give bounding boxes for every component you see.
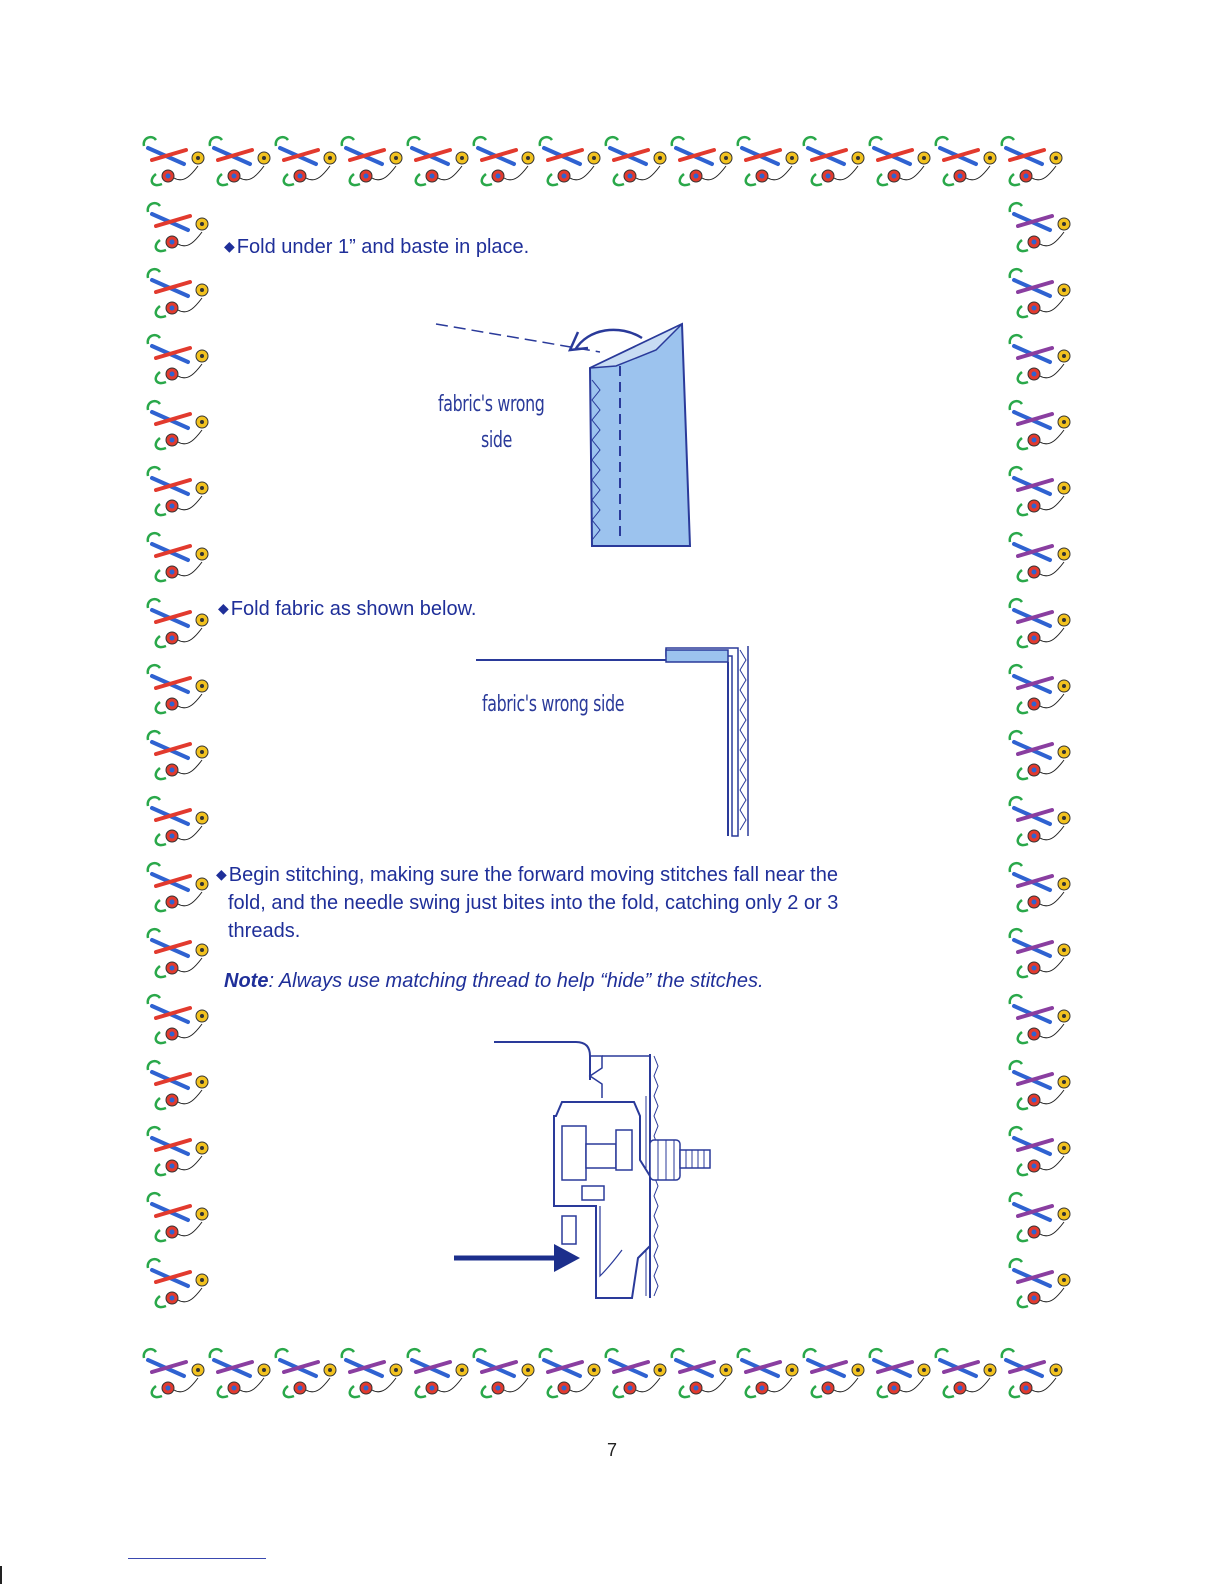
bullet-icon: ◆ bbox=[224, 238, 235, 254]
fabric-wrong-side-label-3 bbox=[482, 692, 624, 717]
scissors-and-spool-icon bbox=[672, 1349, 732, 1397]
fabric-wrong-side-label-2 bbox=[481, 428, 512, 453]
step-begin-stitching bbox=[216, 860, 838, 945]
step-text-line-2: fold, and the needle swing just bites into the fold, catching only 2 or 3 bbox=[228, 892, 839, 914]
step-text: Fold under 1” and baste in place. bbox=[236, 236, 530, 258]
step-text: Fold fabric as shown below. bbox=[230, 598, 477, 620]
scissors-and-spool-icon bbox=[1010, 929, 1070, 977]
scissors-and-spool-icon bbox=[1010, 1127, 1070, 1175]
scissors-and-spool-icon bbox=[210, 137, 270, 185]
scissors-and-spool-icon bbox=[148, 1127, 208, 1175]
scissors-and-spool-icon bbox=[408, 137, 468, 185]
step-fold-fabric bbox=[218, 594, 476, 623]
label-line: fabric's wrong side bbox=[482, 692, 625, 717]
scissors-and-spool-icon bbox=[148, 599, 208, 647]
scan-mark bbox=[0, 1566, 2, 1584]
scissors-and-spool-icon bbox=[1010, 599, 1070, 647]
scissors-and-spool-icon bbox=[1002, 1349, 1062, 1397]
scissors-and-spool-icon bbox=[1010, 269, 1070, 317]
scissors-and-spool-icon bbox=[148, 203, 208, 251]
scissors-and-spool-icon bbox=[144, 137, 204, 185]
scissors-and-spool-icon bbox=[474, 1349, 534, 1397]
scissors-and-spool-icon bbox=[1010, 1259, 1070, 1307]
scissors-and-spool-icon bbox=[342, 137, 402, 185]
fabric-wrong-side-label bbox=[438, 392, 544, 417]
scissors-and-spool-icon bbox=[1010, 797, 1070, 845]
scissors-and-spool-icon bbox=[342, 1349, 402, 1397]
fold-fabric-diagram bbox=[470, 640, 760, 840]
scissors-and-spool-icon bbox=[1010, 1061, 1070, 1109]
scissors-and-spool-icon bbox=[1010, 203, 1070, 251]
scissors-and-spool-icon bbox=[408, 1349, 468, 1397]
scissors-and-spool-icon bbox=[1010, 665, 1070, 713]
scissors-and-spool-icon bbox=[148, 929, 208, 977]
scissors-and-spool-icon bbox=[276, 137, 336, 185]
scissors-and-spool-icon bbox=[144, 1349, 204, 1397]
note-prefix: Note bbox=[224, 970, 269, 992]
page-number: 7 bbox=[606, 1440, 617, 1460]
step-fold-under bbox=[224, 232, 529, 261]
scissors-and-spool-icon bbox=[1010, 335, 1070, 383]
scissors-and-spool-icon bbox=[210, 1349, 270, 1397]
scissors-and-spool-icon bbox=[148, 1259, 208, 1307]
scissors-and-spool-icon bbox=[148, 269, 208, 317]
scissors-and-spool-icon bbox=[1010, 863, 1070, 911]
bullet-icon: ◆ bbox=[216, 866, 227, 882]
scissors-and-spool-icon bbox=[276, 1349, 336, 1397]
label-line-2: side bbox=[481, 428, 513, 453]
scissors-and-spool-icon bbox=[148, 401, 208, 449]
scissors-and-spool-icon bbox=[1010, 731, 1070, 779]
scissors-and-spool-icon bbox=[148, 533, 208, 581]
scissors-and-spool-icon bbox=[474, 137, 534, 185]
scissors-and-spool-icon bbox=[148, 863, 208, 911]
scissors-and-spool-icon bbox=[804, 137, 864, 185]
scissors-and-spool-icon bbox=[148, 995, 208, 1043]
scissors-and-spool-icon bbox=[148, 731, 208, 779]
scissors-and-spool-icon bbox=[672, 137, 732, 185]
scissors-and-spool-icon bbox=[148, 797, 208, 845]
scissors-and-spool-icon bbox=[936, 137, 996, 185]
note-text: : Always use matching thread to help “hide” the stitches. bbox=[268, 970, 764, 992]
scissors-and-spool-icon bbox=[738, 137, 798, 185]
scissors-and-spool-icon bbox=[804, 1349, 864, 1397]
scissors-and-spool-icon bbox=[540, 1349, 600, 1397]
scissors-and-spool-icon bbox=[148, 665, 208, 713]
presser-foot-diagram bbox=[450, 1036, 730, 1306]
bullet-icon: ◆ bbox=[218, 600, 229, 616]
scissors-and-spool-icon bbox=[936, 1349, 996, 1397]
scissors-and-spool-icon bbox=[1010, 995, 1070, 1043]
scissors-and-spool-icon bbox=[148, 335, 208, 383]
label-line-1: fabric's wrong bbox=[438, 392, 545, 417]
scissors-and-spool-icon bbox=[1010, 533, 1070, 581]
footer-rule bbox=[128, 1558, 266, 1559]
scissors-and-spool-icon bbox=[148, 467, 208, 515]
step-text-line-3: threads. bbox=[228, 920, 301, 942]
scissors-and-spool-icon bbox=[1010, 1193, 1070, 1241]
scissors-and-spool-icon bbox=[738, 1349, 798, 1397]
scissors-and-spool-icon bbox=[606, 1349, 666, 1397]
scissors-and-spool-icon bbox=[870, 1349, 930, 1397]
note bbox=[224, 970, 764, 993]
scissors-and-spool-icon bbox=[1002, 137, 1062, 185]
scissors-and-spool-icon bbox=[148, 1193, 208, 1241]
scissors-and-spool-icon bbox=[540, 137, 600, 185]
scissors-and-spool-icon bbox=[1010, 467, 1070, 515]
fold-under-diagram bbox=[420, 310, 720, 560]
scissors-and-spool-icon bbox=[606, 137, 666, 185]
scissors-and-spool-icon bbox=[870, 137, 930, 185]
scissors-and-spool-icon bbox=[1010, 401, 1070, 449]
scissors-and-spool-icon bbox=[148, 1061, 208, 1109]
step-text-line-1: Begin stitching, making sure the forward moving stitches fall near the bbox=[228, 864, 838, 886]
